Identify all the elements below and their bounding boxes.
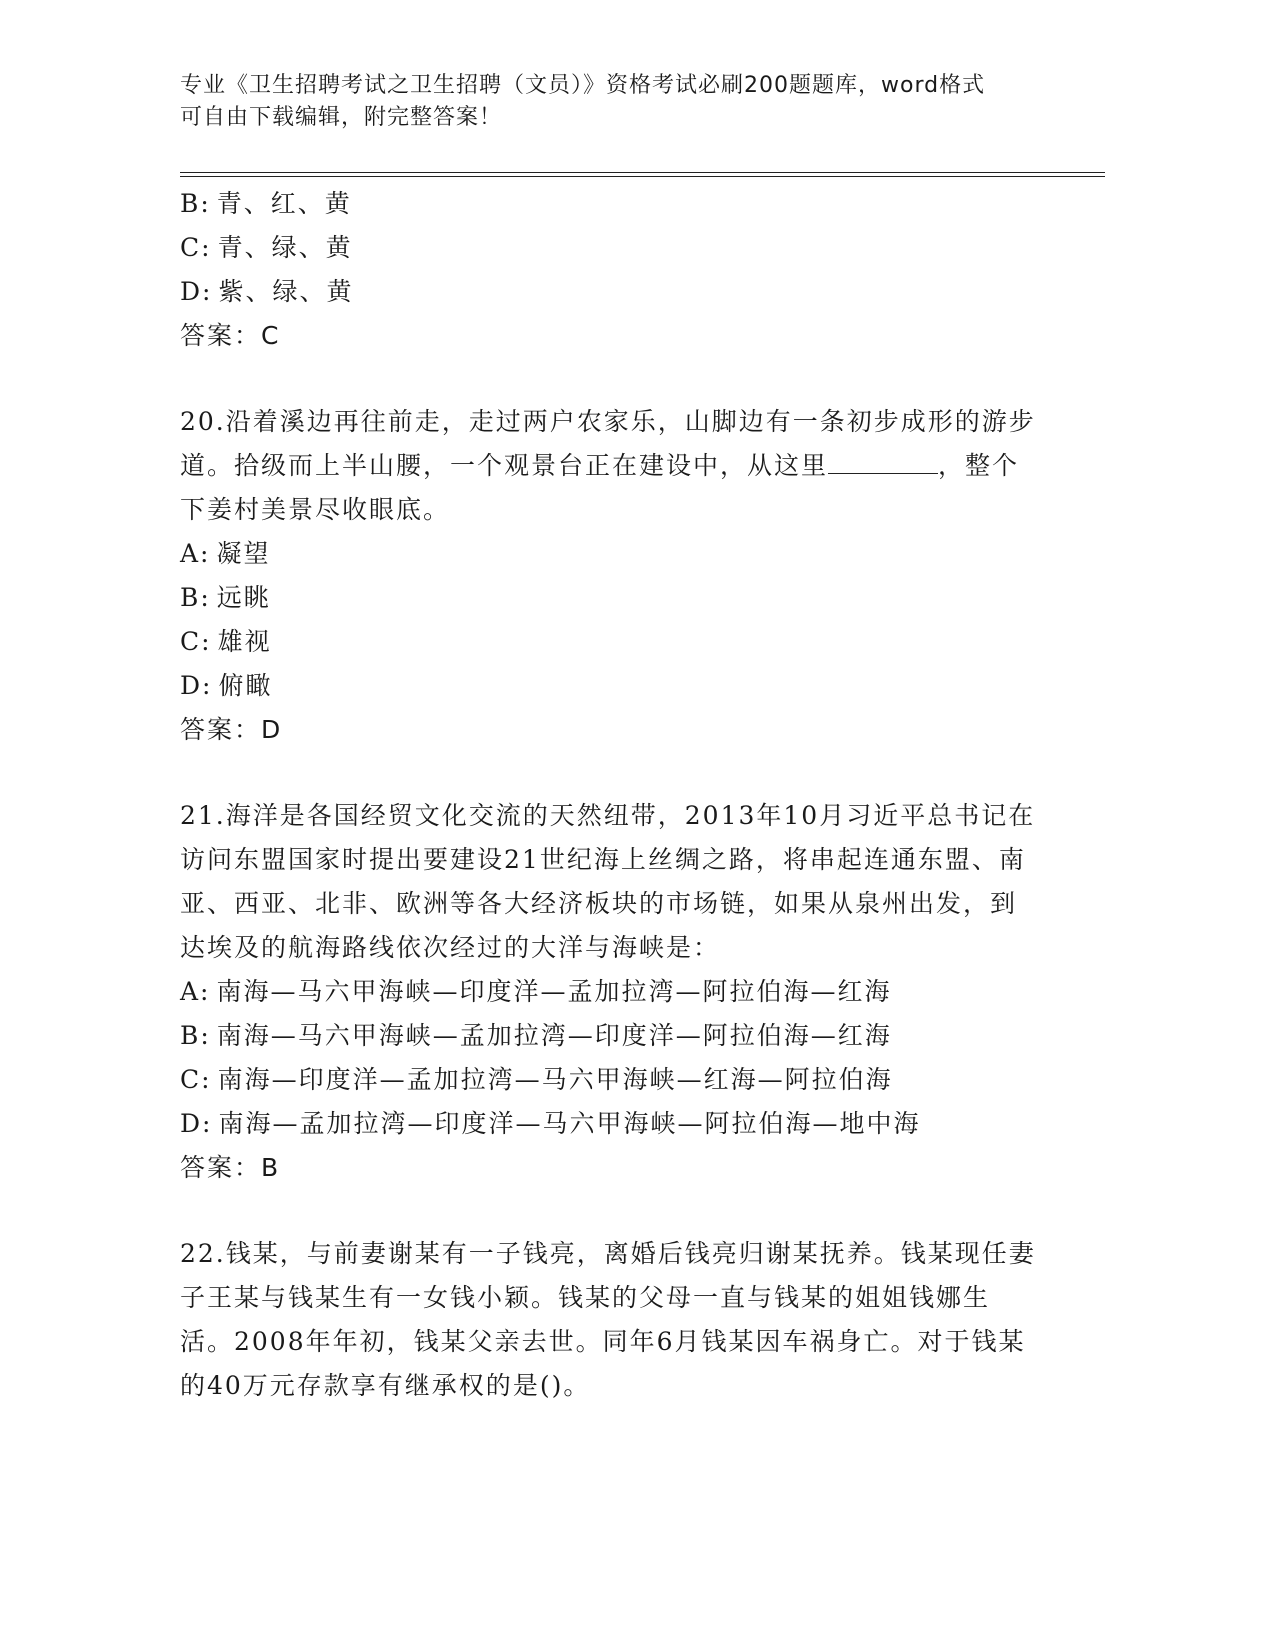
question-22 <box>180 1232 1040 1408</box>
question-20 <box>180 400 1040 752</box>
option-b: B: 远眺 <box>180 583 271 612</box>
option-a: A: 南海—马六甲海峡—印度洋—孟加拉湾—阿拉伯海—红海 <box>180 977 892 1006</box>
option-c: C: 雄视 <box>180 627 272 656</box>
question-21-stem: 21.海洋是各国经贸文化交流的天然纽带，2013年10月习近平总书记在访问东盟国家时提出要建设21世纪海上丝绸之路，将串起连通东盟、南亚、西亚、北非、欧洲等各大经济板块的市场链，如果从泉州出发，到达埃及的航海路线依次经过的大洋与海峡是： <box>180 801 1036 962</box>
option-b: B: 南海—马六甲海峡—孟加拉湾—印度洋—阿拉伯海—红海 <box>180 1021 892 1050</box>
option-c: C: 南海—印度洋—孟加拉湾—马六甲海峡—红海—阿拉伯海 <box>180 1065 893 1094</box>
option-d: D: 南海—孟加拉湾—印度洋—马六甲海峡—阿拉伯海—地中海 <box>180 1109 921 1138</box>
question-19 <box>180 182 1040 358</box>
option-d: D: 紫、绿、黄 <box>180 277 354 306</box>
answer-21: 答案：B <box>180 1153 281 1182</box>
option-b: B: 青、红、黄 <box>180 189 352 218</box>
option-a: A: 凝望 <box>180 539 271 568</box>
option-d: D: 俯瞰 <box>180 671 273 700</box>
question-22-stem: 22.钱某，与前妻谢某有一子钱亮，离婚后钱亮归谢某抚养。钱某现任妻子王某与钱某生有一女钱小颖。钱某的父母一直与钱某的姐姐钱娜生活。2008年年初，钱某父亲去世。同年6月钱某因车祸身亡。对于钱某的40万元存款享有继承权的是()。 <box>180 1239 1036 1400</box>
answer-19: 答案：C <box>180 321 281 350</box>
header-rule-bottom <box>180 176 1105 177</box>
question-content <box>180 182 1040 1408</box>
header-line-2: 可自由下载编辑，附完整答案！ <box>180 105 503 130</box>
header-line-1: 专业《卫生招聘考试之卫生招聘（文员）》资格考试必刷200题题库，word格式 <box>180 73 986 98</box>
header-rule-top <box>180 172 1105 173</box>
option-c: C: 青、绿、黄 <box>180 233 353 262</box>
answer-20: 答案：D <box>180 715 283 744</box>
question-20-stem: 20.沿着溪边再往前走，走过两户农家乐，山脚边有一条初步成形的游步道。拾级而上半山腰，一个观景台正在建设中，从这里 ，整个下姜村美景尽收眼底。 <box>180 407 1036 524</box>
fill-in-blank <box>828 451 938 474</box>
question-21 <box>180 794 1040 1190</box>
document-header <box>180 70 1080 134</box>
